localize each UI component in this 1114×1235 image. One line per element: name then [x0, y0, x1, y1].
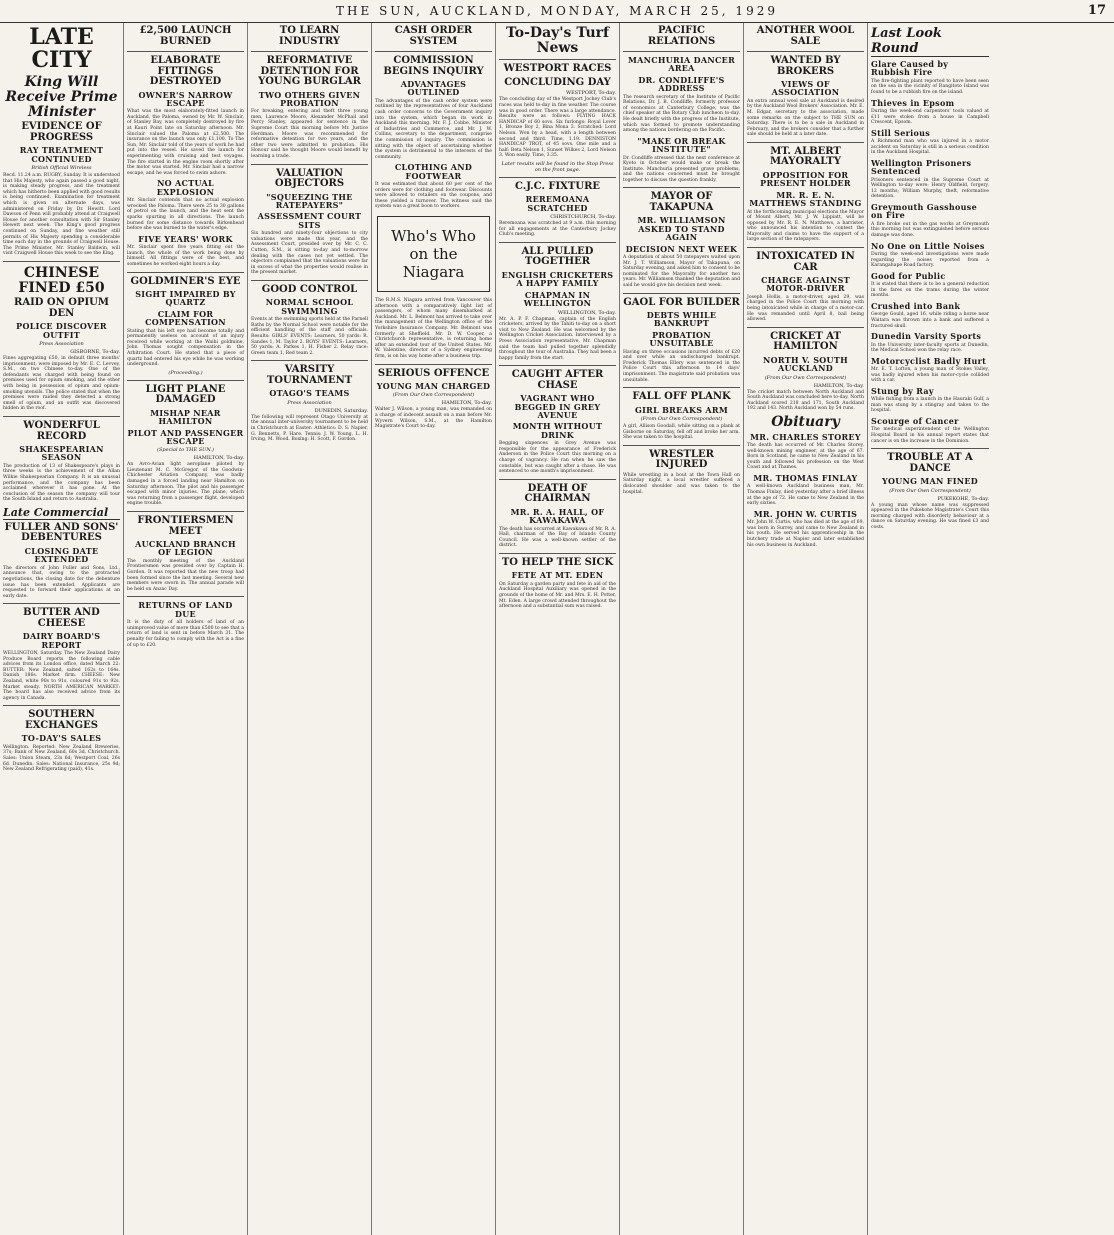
article-headline: BUTTER AND CHEESE — [23, 607, 100, 629]
divider — [747, 327, 864, 328]
article-headline: CRICKET AT HAMILTON — [770, 330, 841, 353]
divider — [499, 365, 616, 366]
column-2 — [124, 23, 248, 1235]
article-body: The death has occurred of Mr. Charles Storey, well-known mining engineer, at the age of 67. Born in Scotland, he came to New Zealand in his youth and followed his profession on the West Coast and at Thames. — [747, 443, 864, 471]
columns — [0, 23, 1114, 1235]
section-title: Obituary — [771, 413, 840, 430]
byline: (From Our Own Correspondent) — [640, 416, 723, 423]
article-body: Six hundred and ninety-four objections to city valuations were made this year, and the Assessment Court, presided over by Mr. C. C. Cutten, S.M., is sitting to-day and to-morrow dealing with the cases not yet settled. The objectors complained that the valuations were far in excess of what the properties would realise in the present market. — [251, 231, 368, 276]
article-subhead: ADVANTAGES OUTLINED — [400, 79, 467, 98]
byline: (From Our Own Correspondent) — [764, 374, 847, 381]
brief-body: During the week-end carpenters' tools valued at £11 were stolen from a house in Campbell Crescent, Epsom. — [871, 108, 989, 126]
article-headline: VALUATION OBJECTORS — [274, 167, 345, 190]
article-headline: CHINESE FINED £50 — [18, 264, 105, 296]
page-number: 17 — [1087, 3, 1106, 18]
article-subhead: EVIDENCE OF PROGRESS — [21, 121, 102, 143]
brief-headline: Motorcyclist Badly Hurt — [871, 355, 987, 366]
divider — [3, 416, 120, 417]
article-body: WELLINGTON, Saturday. The New Zealand Dairy Produce Board reports the following cable advices from its London office, dated March 22: BUTTER: New Zealand, salted 162s to 164s. Danish 186s. Market firm. CHEESE: New Zealand, white 90s to 91s, coloured 91s to 92s. Market steady. NORTH AMERICAN MARKET: The board has also received advice from its agency in Canada. — [3, 651, 120, 701]
column-5 — [496, 23, 620, 1235]
article-subhead: CHAPMAN IN WELLINGTON — [523, 289, 592, 309]
divider — [3, 705, 120, 706]
article-subhead: NO ACTUAL EXPLOSION — [156, 178, 215, 197]
article-headline: WRESTLER INJURED — [649, 448, 714, 471]
article-subhead: NORMAL SCHOOL SWIMMING — [265, 297, 354, 316]
brief-body: Mr. E. T. Lofton, a young man of Stokes Valley, was badly injured when his motor-cycle collided with a car. — [871, 367, 989, 384]
article-subhead: MR. R. E. N. MATTHEWS STANDING — [749, 189, 862, 209]
byline: Press Association — [39, 341, 84, 348]
masthead — [0, 0, 1114, 23]
article-headline: VARSITY TOURNAMENT — [266, 364, 353, 386]
column-1 — [0, 23, 124, 1235]
article-subhead: AUCKLAND BRANCH OF LEGION — [135, 539, 236, 558]
article-headline: INTOXICATED IN CAR — [756, 251, 855, 273]
brief-body: It is stated that there is to be a general reduction in the fares on the trams during the winter months. — [871, 282, 989, 299]
article-subhead: TWO OTHERS GIVEN PROBATION — [258, 89, 361, 108]
article-subhead: MR. R. A. HALL, OF KAWAKAWA — [510, 506, 605, 526]
article-subhead: VIEWS OF ASSOCIATION — [771, 79, 840, 98]
article-subhead: DECISION NEXT WEEK — [625, 243, 738, 254]
article-headline: MR. CHARLES STOREY — [750, 431, 861, 442]
divider — [623, 187, 740, 188]
dateline: CHRISTCHURCH, To-day. — [550, 214, 616, 221]
article-body: A well-known Auckland business man, Mr. Thomas Finlay, died yesterday after a brief illness at the age of 72. He came to New Zealand in the early sixties. — [747, 484, 864, 507]
article-body: Recd. 11.24 a.m. RUGBY, Sunday. It is understood that His Majesty, who again passed a good night, is making steady progress, and the treatment which has hitherto been applied with good results is being continued. Examination for treatment which is given on alternate days, was administered on Friday by Dr. Hewitt. Lord Dawson of Penn will probably attend at Craigwell House for another consultation with Sir Stanley Hewett next week. The King's good progress continued on Sunday, and fine weather still permits of His Majesty spending a considerable time each day in the grounds of Craigwell House. The Prime Minister, Mr. Stanley Baldwin, will visit Craigwell House this week to see the King. — [3, 173, 121, 257]
article-headline: MT. ALBERT MAYORALTY — [769, 145, 842, 168]
article-subhead: WESTPORT RACES — [503, 63, 612, 75]
article-body: On Saturday a garden party and fete in aid of the Auckland Hospital Auxiliary was opened in the grounds of the home of Mr. and Mrs. E. H. Potter, Mt. Eden. A large crowd attended throughout the afternoon and a substantial sum was raised. — [499, 581, 616, 610]
dateline: GISBORNE, To-day. — [70, 349, 120, 356]
article-subhead: WANTED BY BROKERS — [770, 55, 841, 77]
column-3 — [248, 23, 372, 1235]
divider — [499, 242, 616, 243]
divider — [127, 511, 244, 512]
section-title: To-Day's Turf News — [505, 25, 610, 56]
brief-headline: Still Serious — [871, 127, 931, 138]
dateline: HAMILTON, To-day. — [813, 382, 864, 389]
dateline: WELLINGTON, To-day. — [557, 309, 616, 316]
article-body: The research secretary of the Institute of Pacific Relations, Dr. J. B. Condliffe, formerly professor of economics at Canterbury College, was the chief speaker at the Rotary Club luncheon to-day. He dealt briefly with the progress of the Institute, which was formed to promote understanding among the nations bordering on the Pacific. — [623, 94, 740, 134]
article-body: Reremoana was scratched at 9 a.m. this morning for all engagements at the Canterbury Jockey Club's meeting. — [499, 221, 616, 238]
article-subhead: RAY TREATMENT CONTINUED — [19, 145, 104, 164]
article-subhead: TO-DAY'S SALES — [21, 733, 102, 744]
article-subhead: OWNER'S NARROW ESCAPE — [138, 89, 233, 108]
article-body: A young man whose name was suppressed appeared in the Pukekohe Magistrate's Court this morning charged with disorderly behaviour at a dance on Saturday evening. He was fined £3 and costs. — [871, 502, 989, 530]
article-subhead: DR. CONDLIFFE'S ADDRESS — [638, 74, 725, 94]
article-subhead: ENGLISH CRICKETERS A HAPPY FAMILY — [501, 269, 614, 289]
divider — [499, 553, 616, 554]
article-body: Begging sixpences in Grey Avenue was responsible for the appearance of Frederick Anderson in the Police Court this morning on a charge of vagrancy. He ran when he saw the constable, but was caught after a chase. He was sentenced to one month's imprisonment. — [499, 441, 616, 475]
dateline: HAMILTON, To-day. — [441, 400, 492, 407]
article-body: Fines aggregating £50, in default three months' imprisonment, were imposed by Mr. E. C. Levvey, S.M., on two Chinese to-day. One of the defendants was charged with being found on premises used for opium smoking, and the other with being in possession of opium and opium-smoking utensils. The police stated that when the premises were raided they detected a strong smell of opium, and an outfit was discovered hidden in the roof. — [3, 356, 120, 412]
article-headline: TO LEARN INDUSTRY — [278, 25, 340, 47]
divider — [251, 280, 368, 281]
article-subhead: YOUNG MAN CHARGED — [376, 381, 491, 392]
article-headline: ALL PULLED TOGETHER — [521, 245, 594, 268]
article-subhead: MONTH WITHOUT DRINK — [512, 421, 603, 440]
article-headline: ANOTHER WOOL SALE — [756, 25, 855, 47]
article-body: Events at the swimming sports held at the Parnell Baths by the Normal School were notable for the efficient handling of the staff and officials. Results: GIRLS' EVENTS: Learners, 50 yards: R. Sandes 1, M. Taylor 2. BOYS' EVENTS: Learners, 50 yards: A. Parkes 1, H. Fisher 2. Relay race: Green team 1, Red team 2. — [251, 317, 368, 356]
divider — [623, 51, 740, 52]
brief-body: Prisoners sentenced in the Supreme Court at Wellington to-day were: Henry Oldfield, forgery, 12 months; William Murphy, theft, reformative detention. — [871, 177, 989, 200]
article-body: It was estimated that about 60 per cent of the orders were for clothing and footwear. Discounts were allowed to retailers on the coupons, and these yielded a turnover. The witness said the system was a great boon to workers. — [375, 182, 492, 210]
article-subhead: SIGHT IMPAIRED BY QUARTZ — [135, 289, 236, 308]
masthead-title: THE SUN, AUCKLAND, MONDAY, MARCH 25, 1929 — [336, 4, 778, 18]
article-body: The concluding day of the Westport Jockey Club's races was held to-day in fine weather. The course was in good order. There was a large attendance. Results were as follows: FLYING HACK HANDICAP of 60 sovs. Six furlongs: Royal Lover 1, Bronze Boy 2, Bina Mona 3. Scratched: Lord Nelson. Won by a head, with a length between second and third. Time, 1.19. DENNISTON HANDICAP TROT, of 45 sovs. One mile and a half: Beta Nelson 1, Sunset Wilkes 2, Lord Nelson 3. Won easily. Time, 3.35. — [499, 97, 616, 159]
article-subhead: OTAGO'S TEAMS — [269, 388, 350, 399]
article-body: Joseph Hollis, a motor-driver, aged 29, was charged in the Police Court this morning with being intoxicated while in charge of a motor-car. He was remanded until April 8, bail being allowed. — [747, 294, 864, 323]
article-subhead: SHAKESPEARIAN SEASON — [19, 444, 104, 463]
article-headline: SOUTHERN EXCHANGES — [25, 709, 98, 731]
brief-headline: Greymouth Gasshouse on Fire — [871, 202, 977, 221]
brief-headline: No One on Little Noises — [871, 240, 985, 251]
article-headline: RETURNS OF LAND DUE — [138, 600, 233, 619]
column-8 — [868, 23, 992, 1235]
article-headline: DEATH OF CHAIRMAN — [524, 482, 591, 505]
article-body: The following will represent Otago University at the annual inter-university tournament to be held in Christchurch at Easter: Athletics: D. S. Napier, G. Bennetts, P. Hare. Tennis: J. W. Young, L. H. Irving, M. Wood. Boxing: H. Scott, F. Gordon. — [251, 414, 368, 443]
article-subhead: CLOTHING AND FOOTWEAR — [394, 162, 473, 181]
divider — [251, 51, 368, 52]
byline: British Official Wireless — [31, 165, 92, 172]
article-subhead: ASSESSMENT COURT SITS — [257, 211, 362, 230]
article-subhead: CHARGE AGAINST MOTOR-DRIVER — [761, 275, 850, 294]
section-title: LATE CITY — [29, 24, 94, 74]
article-headline: CAUGHT AFTER CHASE — [511, 369, 604, 391]
article-body: The production of 13 of Shakespeare's plays in three weeks is the achievement of the Allan Wilkie Shakespearian Company. It is an unusual performance, and the company has been acclaimed wherever it has gone. At the conclusion of the season the company will tour the South Island and return to Australia. — [3, 463, 120, 503]
article-body: For breaking, entering and theft three young men, Laurence Moore, Alexander McPhail and Percy Stanley, appeared for sentence in the Supreme Court this morning before Mr. Justice Herdman. Moore was recommended for reformative detention for two years, and the other two were admitted to probation. His Honour said he thought Moore would benefit by learning a trade. — [251, 109, 368, 160]
article-subhead: PILOT AND PASSENGER ESCAPE — [127, 427, 244, 446]
section-title: Last Look Round — [871, 26, 989, 57]
article-headline: SERIOUS OFFENCE — [377, 367, 490, 379]
article-subhead: OPPOSITION FOR PRESENT HOLDER — [760, 169, 851, 189]
article-headline: GOLDMINER'S EYE — [130, 275, 241, 287]
divider — [623, 293, 740, 294]
article-subhead: MANCHURIA DANCER AREA — [627, 55, 736, 74]
byline: (From Our Own Correspondent) — [392, 392, 475, 399]
brief-body: The medical superintendent of the Wellington Hospital Board in his annual report states that cancer is on the increase in the Dominion. — [871, 427, 989, 444]
divider — [499, 59, 616, 60]
brief-headline: Glare Caused by Rubbish Fire — [871, 59, 949, 78]
article-headline: CASH ORDER SYSTEM — [394, 25, 473, 47]
dateline: WESTPORT, To-day. — [565, 90, 616, 97]
article-headline: FALL OFF PLANK — [632, 391, 731, 403]
divider — [127, 596, 244, 597]
article-subhead: "SQUEEZING THE RATEPAYERS" — [266, 191, 353, 211]
article-body: The directors of John Fuller and Sons, Ltd., announce that, owing to the protracted negotiations, the closing date for the debenture issue has been extended. Applicants are requested to forward their applications at an early date. — [3, 565, 120, 599]
divider — [375, 364, 492, 365]
article-subhead: NORTH V. SOUTH AUCKLAND — [763, 354, 848, 374]
article-subhead: FIVE YEARS' WORK — [138, 233, 233, 244]
article-headline: GOOD CONTROL — [261, 283, 358, 295]
article-body: An Avro-Avian light aeroplane piloted by Lieutenant M. C. McGregor, of the Goodwin-Chichester Aviation Company, was badly damaged in a forced landing near Hamilton on Saturday afternoon. The pilot and his passenger escaped with minor injuries. The plane, which was returning from a passenger flight, developed engine trouble. — [127, 462, 244, 507]
article-headline: LIGHT PLANE DAMAGED — [145, 383, 226, 406]
dateline: HAMILTON, To-day. — [193, 455, 244, 462]
article-subhead: "MAKE OR BREAK INSTITUTE" — [637, 135, 726, 155]
divider — [375, 51, 492, 52]
column-6 — [620, 23, 744, 1235]
divider — [747, 51, 864, 52]
brief-body: While fishing from a launch in the Hauraki Gulf, a man was stung by a stingray and taken to the hospital. — [871, 397, 989, 414]
article-subhead: MISHAP NEAR HAMILTON — [150, 407, 221, 427]
article-body: A deputation of about 50 ratepayers waited upon Mr. J. T. Williamson, Mayor of Takapuna, on Saturday evening, and asked him to consent to be nominated for the Mayoralty for another two years. Mr. Williamson thanked the deputation and said he would give his decision next week. — [623, 255, 740, 288]
article-body: Walter J. Wilson, a young man, was remanded on a charge of indecent assault on a man before Mr. Wyvern Wilson, S.M., at the Hamilton Magistrate's Court to-day. — [375, 407, 492, 430]
byline: (From Our Own Correspondent) — [889, 487, 971, 494]
divider — [251, 360, 368, 361]
article-body: A girl, Allison Goodall, while sitting on a plank at Gisborne on Saturday, fell off and broke her arm. She was taken to the hospital. — [623, 424, 740, 441]
article-subhead: GIRL BREAKS ARM — [634, 404, 729, 415]
divider — [3, 261, 120, 262]
article-headline: King Will Receive Prime Minister — [5, 74, 118, 120]
brief-headline: Crushed into Bank — [871, 300, 961, 311]
article-headline: FRONTIERSMEN MEET — [137, 515, 234, 537]
article-body: The monthly meeting of the Auckland Frontiersmen was presided over by Captain H. Gordon. It was reported that the new troop had been formed since the last meeting. Several new members were sworn in. The annual parade will be held on Anzac Day. — [127, 558, 244, 592]
article-subhead: ELABORATE FITTINGS DESTROYED — [149, 55, 222, 87]
column-4 — [372, 23, 496, 1235]
article-subhead: POLICE DISCOVER OUTFIT — [16, 321, 107, 340]
divider — [127, 272, 244, 273]
article-headline: MR. JOHN W. CURTIS — [753, 508, 858, 519]
article-subhead: DAIRY BOARD'S REPORT — [22, 631, 101, 650]
divider — [3, 603, 120, 604]
article-subhead: CLOSING DATE EXTENDED — [24, 545, 99, 565]
divider — [499, 177, 616, 178]
brief-body: The fire-fighting plant reported to have been seen on the sea in the vicinity of Rangitoto Island was found to be a rubbish fire on the island. — [871, 78, 989, 95]
article-headline: TO HELP THE SICK — [501, 556, 614, 568]
article-headline: FULLER AND SONS' DEBENTURES — [4, 521, 119, 544]
article-body: Having on three occasions incurred debts of £20 and over while an undischarged bankrupt, Frederick Thomas Ellery was sentenced in the Police Court this afternoon to 14 days' imprisonment. The magistrate said probation was unsuitable. — [623, 349, 740, 383]
brief-headline: Stung by Ray — [871, 385, 934, 396]
article-headline: WONDERFUL RECORD — [23, 420, 100, 442]
article-body: It is the duty of all holders of land of an unimproved value of more than £500 to see that a return of land is sent in before March 31. The penalty for failing to comply with the Act is a fine of up to £20. — [127, 620, 244, 648]
brief-body: A Richmond man who was injured in a motor accident on Saturday is still in a serious condition in the Auckland Hospital. — [871, 139, 989, 156]
article-headline: C.J.C. FIXTURE — [514, 180, 601, 192]
article-body: While wrestling in a bout at the Town Hall on Saturday night, a local wrestler suffered a dislocated shoulder and was taken to the hospital. — [623, 472, 740, 495]
article-body: Mr. John W. Curtis, who has died at the age of 69, was born in Surrey, and came to New Zealand in his youth. He served his apprenticeship in the butchery trade at Napier and later established his own business in Auckland. — [747, 520, 864, 548]
divider — [127, 380, 244, 381]
divider — [251, 164, 368, 165]
divider — [747, 142, 864, 143]
feature-title: Who's Who on the Niagara — [391, 227, 476, 282]
article-subhead: YOUNG MAN FINED — [881, 476, 978, 487]
article-body: The advantages of the cash order system were outlined by the representatives of four Auckland cash order concerns to the Government inquiry into the system, which began its work in Auckland this morning. Mr. F. J. Cobbe, Minister of Industries and Commerce, and Mr. J. W. Collins, secretary to the department, comprise the commission of inquiry. The commission is sitting with the object of ascertaining whether the system is detrimental to the interests of the community. — [375, 98, 492, 160]
article-body: The R.M.S. Niagara arrived from Vancouver this afternoon with a comparatively light list of passengers, of whom many disembarked at Auckland. Mr. L. Belmont has arrived to take over the management of the Wellington office of the Yorkshire Insurance Company. Mr. Belmont was formerly at Sheffield. Mr. D. W. Cooper, a Christchurch representative, is returning home after an extended tour of the United States. Mr. W. Valentine, director of a Sydney engineering firm, is on his way home after a business trip. — [375, 298, 492, 359]
brief-headline: Thieves in Epsom — [871, 97, 955, 108]
brief-body: During the week-end investigations were made regarding the noises reported from a Karangahape Road factory. — [871, 252, 989, 269]
article-body: Mr. Sinclair spent five years fitting out the launch, the whole of the work being done by himself. All fittings were of the best, and sometimes he worked eight hours a day. — [127, 245, 244, 267]
feature-box — [377, 216, 490, 292]
article-body: The cricket match between North Auckland and South Auckland was concluded here to-day. North Auckland scored 218 and 171, South Auckland 192 and 143. North Auckland won by 54 runs. — [747, 389, 864, 412]
proceeding-note: (Proceeding.) — [168, 369, 203, 376]
divider — [871, 448, 989, 449]
article-body: Dr. Condliffe stressed that the next conference at Kyoto in October would make or break the Institute. Manchuria presented grave problems, and the nations concerned must be brought together to discuss the question frankly. — [623, 155, 740, 183]
article-body: Wellington. Reported: New Zealand Breweries, 37s; Bank of New Zealand, 60s 3d. Christchurch. Sales: Union Steam, 23s 6d; Westport Coal, 26s 6d. Dunedin. Sales: National Insurance, 25s 9d; New Zealand Refrigerating (paid), 41s. — [3, 744, 120, 773]
article-body: The death has occurred at Kawakawa of Mr. R. A. Hall, chairman of the Bay of Islands County Council. He was a well-known settler of the district. — [499, 526, 616, 549]
divider — [499, 479, 616, 480]
section-title: Late Commercial — [3, 506, 120, 520]
article-headline: PACIFIC RELATIONS — [647, 25, 716, 47]
stop-press-note: Later results will be found in the Stop Press on the front page. — [501, 160, 614, 173]
divider — [623, 387, 740, 388]
article-body: What was the most elaborately-fitted launch in Auckland, the Paloma, owned by Mr. W. Sinclair, of Stanley Bay, was completely destroyed by fire at Kauri Point late on Saturday afternoon. Mr. Sinclair valued the Paloma at £2,500. The insurance on the launch was only £1,100. To The Sun, Mr. Sinclair told of the years of work he had put into the vessel. He saved the launch for experimenting with cruising and test voyages. The fire started in the engine room shortly after the motor was started. Mr. Sinclair had a narrow escape, and he was forced to swim ashore. — [127, 109, 244, 176]
article-headline: MAYOR OF TAKAPUNA — [649, 191, 714, 213]
article-subhead: FETE AT MT. EDEN — [511, 570, 604, 581]
dateline: PUKEKOHE, To-day. — [937, 495, 989, 502]
article-subhead: MR. WILLIAMSON ASKED TO STAND AGAIN — [637, 215, 726, 243]
article-headline: £2,500 LAUNCH BURNED — [139, 25, 232, 47]
brief-headline: Good for Public — [871, 270, 946, 281]
dateline: DUNEDIN, Saturday. — [314, 407, 368, 414]
article-body: Mr. A. P. F. Chapman, captain of the English cricketers, arrived by the Tahiti to-day on a short visit to New Zealand. He was welcomed by the Wellington Cricket Association. Interviewed by a Press Association representative, Mr. Chapman said the team had pulled together splendidly throughout the tour of Australia. They had been a happy family from the start. — [499, 316, 616, 361]
article-subhead: CLAIM FOR COMPENSATION — [145, 308, 226, 328]
article-subhead: RAID ON OPIUM DEN — [14, 297, 109, 319]
divider — [623, 445, 740, 446]
byline: (Special to THE SUN.) — [157, 447, 214, 454]
article-subhead: REFORMATIVE DETENTION FOR YOUNG BURGLAR — [258, 55, 361, 87]
article-subhead: REREMOANA SCRATCHED — [525, 194, 590, 213]
article-subhead: DEBTS WHILE BANKRUPT — [646, 310, 717, 329]
article-body: Stating that his left eye had become totally and permanently useless on account of an injury received while working at the Waihi goldmine, John Thomas sought compensation in the Arbitration Court. He stated that a piece of quartz had entered his eye while he was working underground. — [127, 328, 244, 368]
column-7 — [744, 23, 868, 1235]
article-body: At the forthcoming municipal elections the Mayor of Mount Albert, Mr. J. W. Lippiatt, will be opposed by Mr. R. E. N. Matthews, a barrister, who announced his intention to contest the Mayoralty and claims to have the support of a large section of the ratepayers. — [747, 209, 864, 243]
article-headline: MR. THOMAS FINLAY — [753, 473, 858, 484]
article-headline: TROUBLE AT A DANCE — [887, 452, 973, 474]
byline: Press Association — [287, 399, 332, 406]
divider — [747, 247, 864, 248]
brief-headline: Scourge of Cancer — [871, 416, 959, 427]
brief-body: George Gould, aged 16, while riding a horse near Waitara was thrown into a bank and suffered a fractured skull. — [871, 312, 989, 329]
article-subhead: CONCLUDING DAY — [504, 76, 611, 88]
divider — [127, 51, 244, 52]
article-headline: GAOL FOR BUILDER — [623, 296, 740, 308]
article-subhead: PROBATION UNSUITABLE — [649, 329, 714, 349]
article-body: An extra annual wool sale at Auckland is desired by the Auckland Wool Brokers' Association. Mr. E. M. Edgar, secretary to the association, made some remarks on the subject to THE SUN on Saturday. There is to be a sale in Auckland in February, and the brokers consider that a further sale should be held at a later date. — [747, 98, 864, 138]
brief-headline: Dunedin Varsity Sports — [871, 331, 982, 342]
brief-body: A fire broke out in the gas works at Greymouth this morning but was extinguished before serious damage was done. — [871, 221, 989, 239]
brief-headline: Wellington Prisoners Sentenced — [871, 157, 972, 177]
article-subhead: VAGRANT WHO BEGGED IN GREY AVENUE — [514, 393, 601, 421]
brief-body: In the University inter-faculty sports at Dunedin, the Medical School won the relay race. — [871, 342, 989, 354]
article-subhead: COMMISSION BEGINS INQUIRY — [383, 55, 484, 77]
article-body: Mr. Sinclair contends that no actual explosion wrecked the Paloma. There were 25 to 30 gallons of petrol on the launch, and the heat sent the sparks spurting in all directions. The launch burned for some distance towards Birkenhead before she was burned to the water's edge. — [127, 198, 244, 232]
